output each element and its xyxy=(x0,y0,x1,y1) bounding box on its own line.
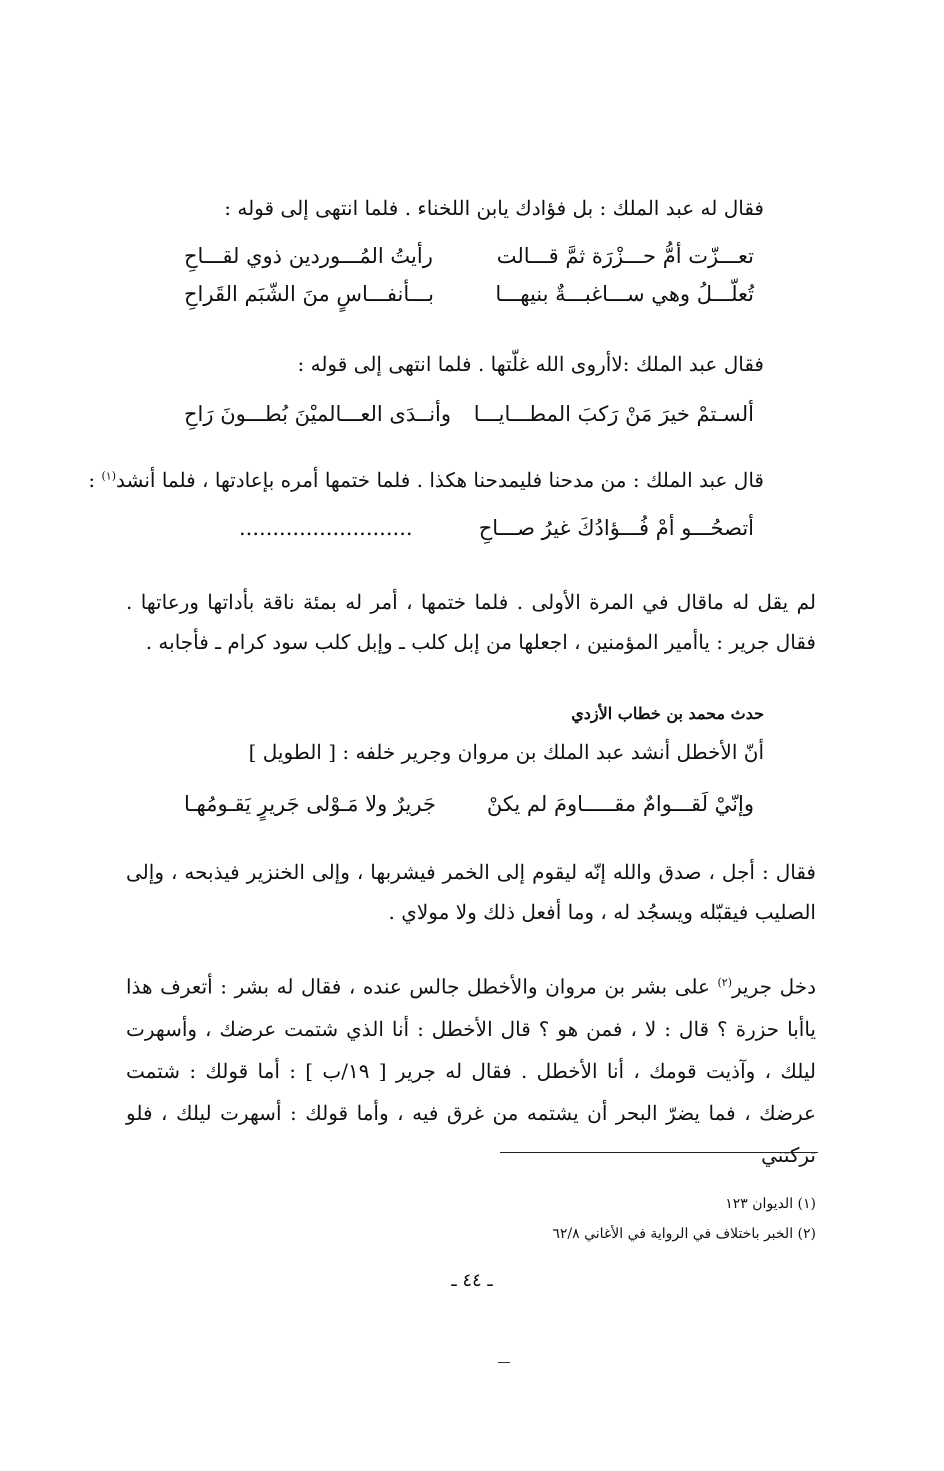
verse-1 xyxy=(184,244,754,284)
verse-5-second-hemistich: جَريرٌ ولا مَـوْلى جَريرٍ يَقـومُهـا xyxy=(184,792,436,816)
footnote-divider xyxy=(500,1152,818,1153)
verse-5-first-hemistich: وإنّيْ لَقـــوامٌ مقـــــاومَ لم يكنْ xyxy=(486,792,754,816)
paragraph-4: لم يقل له ماقال في المرة الأولى . فلما ختمها ، أمر له بمئة ناقة بأداتها ورعاتها . فقال جرير : ياأمير المؤمنين ، اجعلها من إبل كلب ـ وإبل كلب سود كرام ـ فأجابه . xyxy=(126,590,816,654)
verse-4 xyxy=(184,516,754,556)
bottom-mark xyxy=(498,1362,510,1363)
footnote-ref-2: (٢) xyxy=(717,976,733,989)
paragraph-1: فقال له عبد الملك : بل فؤادك يابن اللخناء . فلما انتهى إلى قوله : xyxy=(224,196,764,220)
verse-5 xyxy=(184,792,754,832)
paragraph-6: فقال : أجل ، صدق والله إنّه ليقوم إلى الخمر فيشربها ، وإلى الخنزير فيذبحه ، وإلى الصليب فيقبّله ويسجُد له ، وما أفعل ذلك ولا مولاي . xyxy=(126,860,816,924)
paragraph-7-rest: على بشر بن مروان والأخطل جالس عنده ، فقال له بشر : أتعرف هذا ياأبا حزرة ؟ قال : لا ، فمن هو ؟ قال الأخطل : أنا الذي شتمت عرضك ، وأسهرت ليلك ، وآذيت قومك ، أنا الأخطل . فقال له جرير [ ١٩/ب ] : أما قولك : شتمت عرضك ، فما يضرّ البحر أن يشتمه من غرق فيه ، وأما قولك : أسهرت ليلك ، فلو تركتني xyxy=(126,974,816,1167)
verse-3-first-hemistich: ألسـتمْ خيرَ مَنْ رَكبَ المطـــايـــا xyxy=(473,402,754,426)
verse-1-first-hemistich: تعـــزّت أمُّ حـــزْرَة ثمَّ قـــالت xyxy=(496,244,754,268)
verse-4-ellipsis: .......................... xyxy=(239,516,413,540)
verse-3-second-hemistich: وأنــدَى العـــالميْنَ بُطـــونَ رَاحِ xyxy=(184,402,452,426)
verse-4-first-hemistich: أتصحُـــو أمْ فُـــؤادُكَ غيرُ صـــاحِ xyxy=(478,516,754,540)
footnote-2: (٢) الخبر باختلاف في الرواية في الأغاني ٦٢/٨ xyxy=(552,1226,816,1242)
footnote-ref-1: (١) xyxy=(101,469,117,483)
paragraph-7-start: دخل جرير xyxy=(732,974,816,999)
narration-line: أنّ الأخطل أنشد عبد الملك بن مروان وجرير خلفه : [ الطويل ] xyxy=(248,740,764,764)
paragraph-2: فقال عبد الملك :لاأروى الله غلّتها . فلما انتهى إلى قوله : xyxy=(297,352,764,376)
verse-2-first-hemistich: تُعلّـــلُ وهي ســـاغبـــةٌ بنيهـــا xyxy=(495,282,754,306)
verse-1-second-hemistich: رأيتُ المُـــوردين ذوي لقـــاحِ xyxy=(184,244,433,268)
paragraph-3 xyxy=(88,468,764,492)
verse-2-second-hemistich: بـــأنفـــاسٍ منَ الشّبَم القَراحِ xyxy=(184,282,435,306)
verse-2 xyxy=(184,282,754,322)
footnote-1: (١) الديوان ١٢٣ xyxy=(725,1196,816,1212)
paragraph-3-end: : xyxy=(88,468,102,492)
narration-heading: حدث محمد بن خطاب الأزدي xyxy=(571,704,764,723)
paragraph-3-text: قال عبد الملك : من مدحنا فليمدحنا هكذا . فلما ختمها أمره بإعادتها ، فلما أنشد xyxy=(116,468,764,492)
verse-3 xyxy=(184,402,754,442)
paragraph-7 xyxy=(126,962,816,1176)
page-number: ـ ٤٤ ـ xyxy=(451,1270,493,1291)
